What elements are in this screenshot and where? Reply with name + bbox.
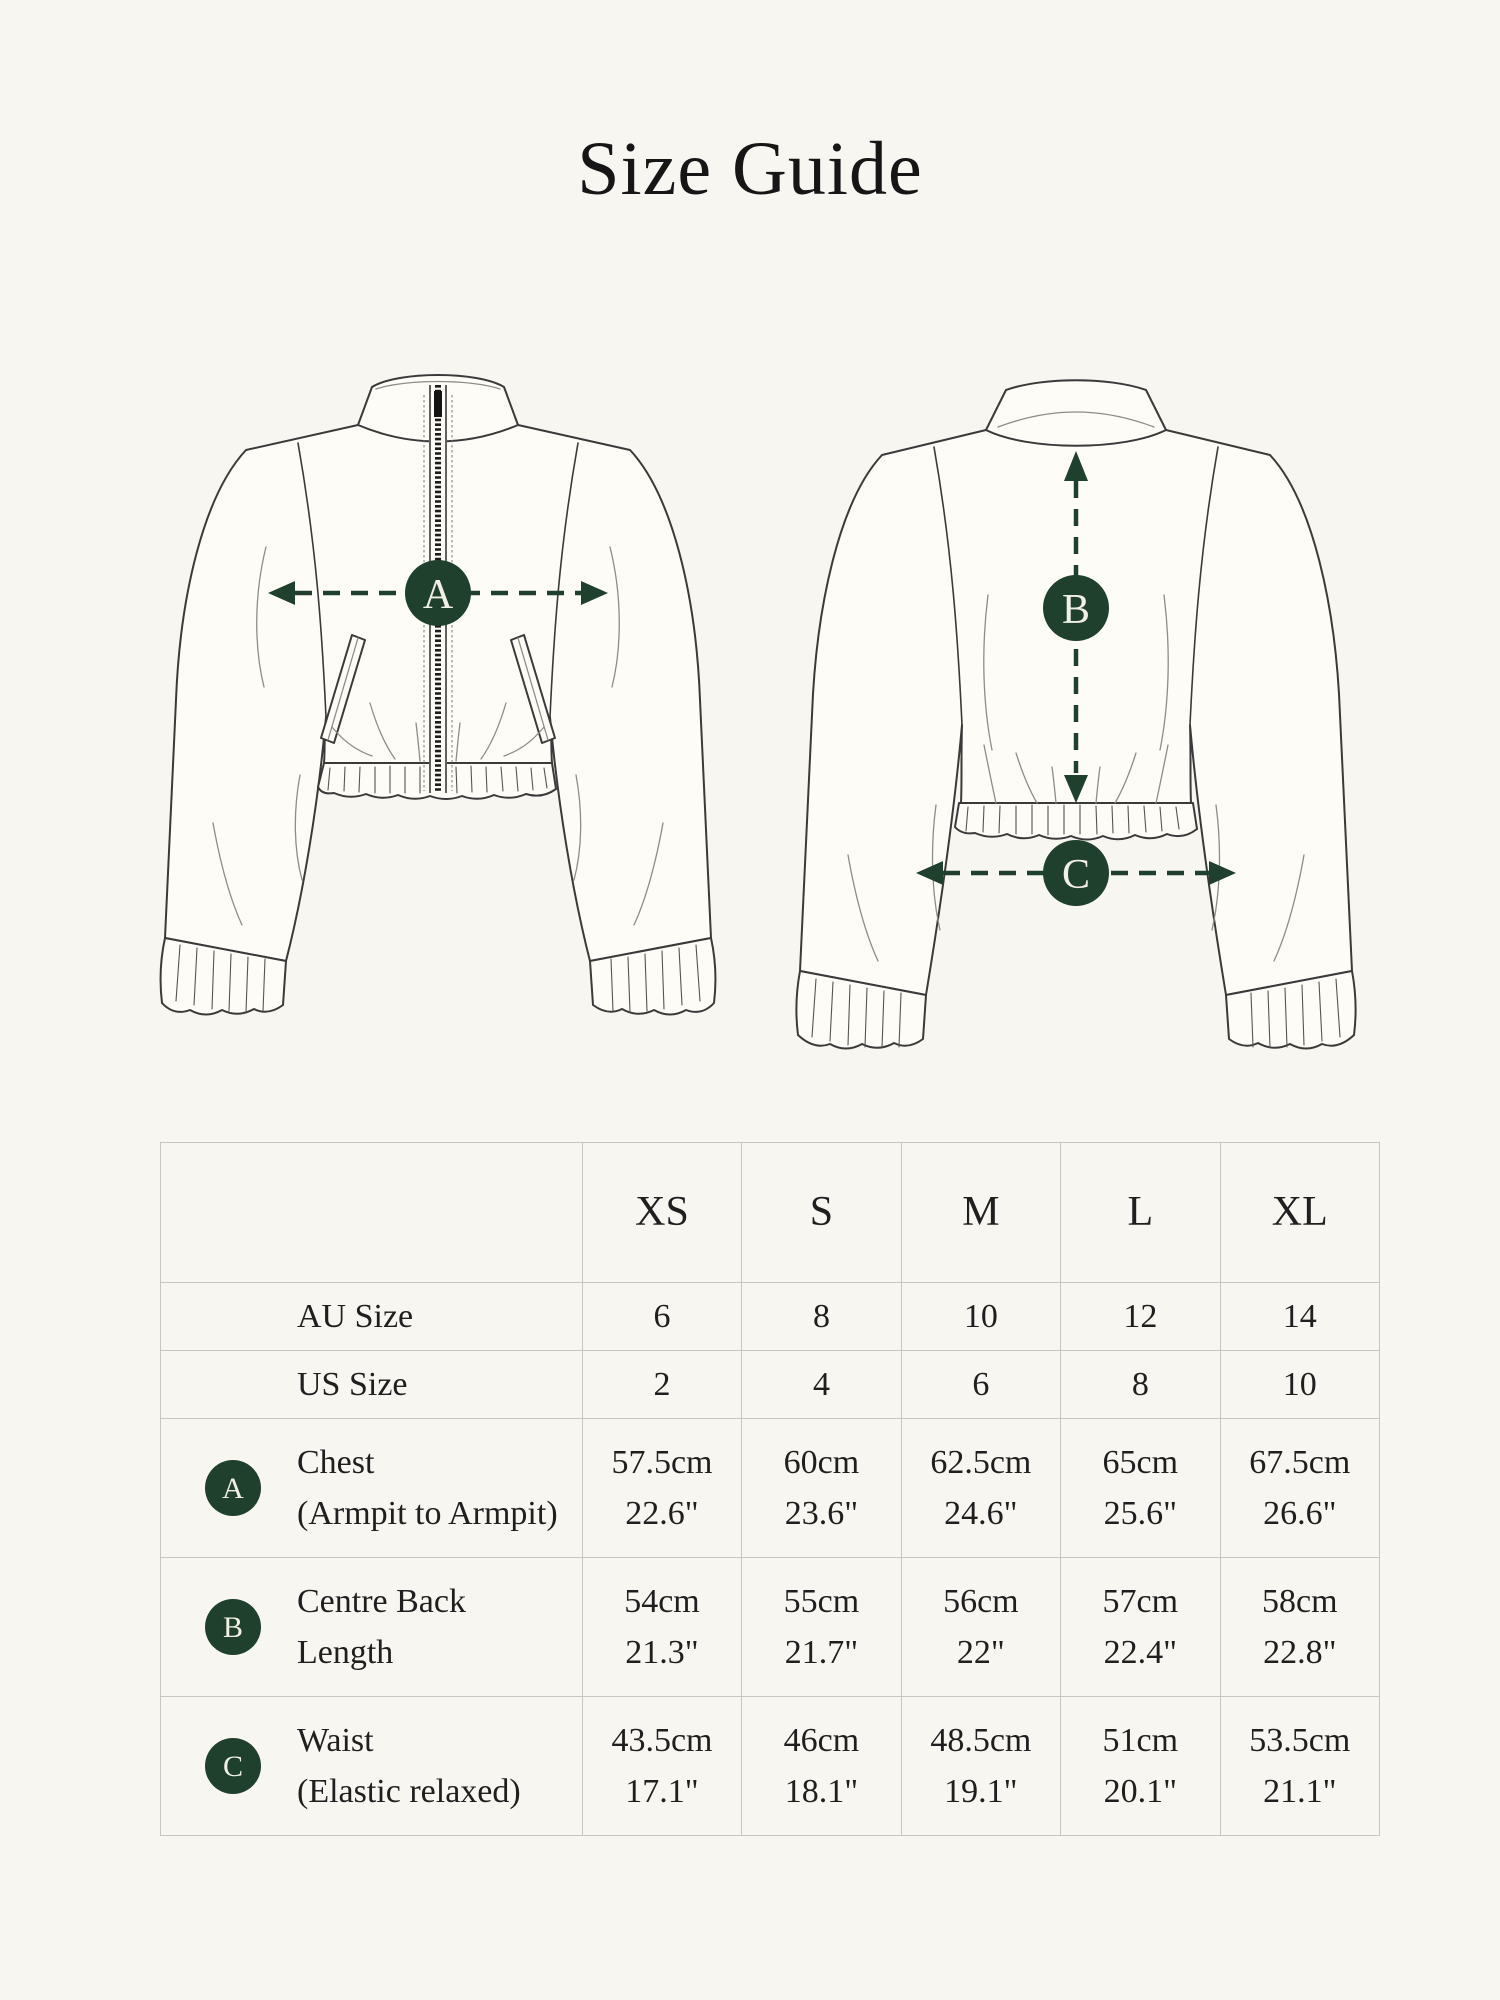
size-value-cell: 53.5cm 21.1" xyxy=(1220,1697,1379,1836)
measure-badge-c xyxy=(1043,840,1109,906)
row-badge-b: B xyxy=(205,1599,261,1655)
row-label-chest: A Chest (Armpit to Armpit) xyxy=(161,1419,583,1558)
size-column-header-m: M xyxy=(901,1143,1060,1283)
size-value-cell: 57cm 22.4" xyxy=(1061,1558,1220,1697)
row-label-centre-back: B Centre Back Length xyxy=(161,1558,583,1697)
size-table xyxy=(160,1142,1380,1836)
us-size-row xyxy=(161,1351,1380,1419)
centre-back-row xyxy=(161,1558,1380,1697)
size-value-cell: 46cm 18.1" xyxy=(742,1697,901,1836)
row-label-au: AU Size xyxy=(161,1283,583,1351)
size-value-cell: 10 xyxy=(901,1283,1060,1351)
size-column-header-xl: XL xyxy=(1220,1143,1379,1283)
waist-row xyxy=(161,1697,1380,1836)
svg-text:C: C xyxy=(1061,852,1091,898)
au-size-row xyxy=(161,1283,1380,1351)
size-value-cell: 57.5cm 22.6" xyxy=(582,1419,741,1558)
svg-text:B: B xyxy=(1061,587,1091,633)
size-value-cell: 55cm 21.7" xyxy=(742,1558,901,1697)
size-column-header-s: S xyxy=(742,1143,901,1283)
size-column-header-xs: XS xyxy=(582,1143,741,1283)
size-value-cell: 58cm 22.8" xyxy=(1220,1558,1379,1697)
size-value-cell: 65cm 25.6" xyxy=(1061,1419,1220,1558)
size-value-cell: 6 xyxy=(582,1283,741,1351)
row-badge-c: C xyxy=(205,1738,261,1794)
chest-row xyxy=(161,1419,1380,1558)
size-value-cell: 6 xyxy=(901,1351,1060,1419)
size-value-cell: 10 xyxy=(1220,1351,1379,1419)
zipper-pull xyxy=(434,391,442,417)
size-value-cell: 43.5cm 17.1" xyxy=(582,1697,741,1836)
page-title: Size Guide xyxy=(577,127,923,211)
corner-cell xyxy=(161,1143,583,1283)
size-value-cell: 12 xyxy=(1061,1283,1220,1351)
size-value-cell: 51cm 20.1" xyxy=(1061,1697,1220,1836)
collar xyxy=(986,380,1166,446)
size-value-cell: 8 xyxy=(1061,1351,1220,1419)
size-value-cell: 4 xyxy=(742,1351,901,1419)
size-value-cell: 62.5cm 24.6" xyxy=(901,1419,1060,1558)
jacket-back-drawing xyxy=(756,355,1396,1055)
size-value-cell: 56cm 22" xyxy=(901,1558,1060,1697)
size-value-cell: 60cm 23.6" xyxy=(742,1419,901,1558)
size-column-header-l: L xyxy=(1061,1143,1220,1283)
size-value-cell: 14 xyxy=(1220,1283,1379,1351)
size-value-cell: 48.5cm 19.1" xyxy=(901,1697,1060,1836)
size-value-cell: 67.5cm 26.6" xyxy=(1220,1419,1379,1558)
table-header-row xyxy=(161,1143,1380,1283)
measure-badge-a xyxy=(405,560,471,626)
measure-badge-b xyxy=(1043,575,1109,641)
size-value-cell: 8 xyxy=(742,1283,901,1351)
jacket-back-diagram xyxy=(756,355,1396,1055)
row-label-waist: C Waist (Elastic relaxed) xyxy=(161,1697,583,1836)
svg-text:A: A xyxy=(422,572,454,618)
size-value-cell: 2 xyxy=(582,1351,741,1419)
row-label-us: US Size xyxy=(161,1351,583,1419)
jacket-front-diagram xyxy=(118,355,758,1055)
row-badge-a: A xyxy=(205,1460,261,1516)
jacket-front-drawing xyxy=(118,355,758,1055)
size-value-cell: 54cm 21.3" xyxy=(582,1558,741,1697)
